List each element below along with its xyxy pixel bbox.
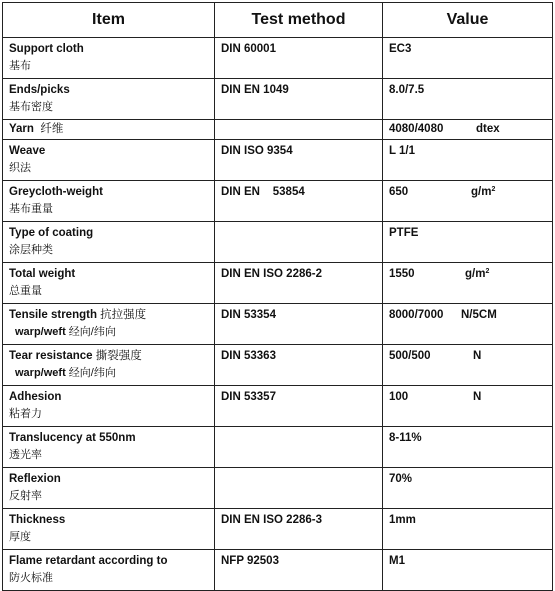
value-text: 500/500 xyxy=(389,350,431,362)
item-name-cn: 基布重量 xyxy=(9,203,53,215)
item-name: Translucency at 550nm xyxy=(9,432,136,444)
method-cell xyxy=(215,120,383,140)
value-cell xyxy=(383,222,553,263)
value-text: 650 xyxy=(389,186,409,198)
item-name: Greycloth-weight xyxy=(9,186,103,198)
header-item: Item xyxy=(3,3,215,38)
table-row xyxy=(3,222,553,263)
value-text: 1mm xyxy=(389,514,416,526)
table-row xyxy=(3,181,553,222)
item-cell xyxy=(3,550,215,591)
item-name-cn: 纤维 xyxy=(40,123,64,135)
item-subline-cn: 经向/纬向 xyxy=(68,326,116,338)
item-name: Adhesion xyxy=(9,391,62,403)
item-name-cn: 基布密度 xyxy=(9,101,53,113)
item-subline-text: warp/weft xyxy=(15,326,66,338)
item-name-cn: 撕裂强度 xyxy=(95,350,142,362)
item-name: Flame retardant according to xyxy=(9,555,168,567)
table-row xyxy=(3,550,553,591)
item-cell xyxy=(3,427,215,468)
unit-text: g/m xyxy=(471,186,492,198)
item-cell xyxy=(3,263,215,304)
item-name-cn: 基布 xyxy=(9,60,31,72)
value-cell xyxy=(383,79,553,120)
method-cell: DIN 53357 xyxy=(215,386,383,427)
value-text: 8000/7000 xyxy=(389,309,444,321)
item-name: Weave xyxy=(9,145,46,157)
table-row xyxy=(3,38,553,79)
table-row xyxy=(3,79,553,120)
method-cell: DIN 53354 xyxy=(215,304,383,345)
value-unit xyxy=(465,267,489,282)
item-subline xyxy=(9,325,209,340)
value-cell xyxy=(383,427,553,468)
item-cell xyxy=(3,345,215,386)
method-cell xyxy=(215,427,383,468)
value-cell xyxy=(383,550,553,591)
value-cell xyxy=(383,304,553,345)
value-text: 4080/4080 xyxy=(389,123,444,135)
method-cell xyxy=(215,222,383,263)
method-cell: NFP 92503 xyxy=(215,550,383,591)
value-cell xyxy=(383,263,553,304)
item-cell xyxy=(3,222,215,263)
value-cell xyxy=(383,386,553,427)
item-cell xyxy=(3,38,215,79)
unit-superscript: 2 xyxy=(485,268,490,275)
method-cell: DIN EN ISO 2286-2 xyxy=(215,263,383,304)
table-row xyxy=(3,468,553,509)
item-name: Type of coating xyxy=(9,227,94,239)
item-subline-text: warp/weft xyxy=(15,367,66,379)
item-subline-cn: 经向/纬向 xyxy=(68,367,116,379)
table-row xyxy=(3,509,553,550)
value-cell xyxy=(383,140,553,181)
item-name: Ends/picks xyxy=(9,84,70,96)
unit-superscript: 2 xyxy=(491,186,496,193)
item-name-cn: 反射率 xyxy=(9,490,42,502)
item-cell xyxy=(3,386,215,427)
value-cell xyxy=(383,509,553,550)
item-cell xyxy=(3,79,215,120)
item-name: Tear resistance xyxy=(9,350,93,362)
item-name-cn: 织法 xyxy=(9,162,31,174)
value-text: M1 xyxy=(389,555,405,567)
item-name-cn: 抗拉强度 xyxy=(100,309,147,321)
value-text: 100 xyxy=(389,391,409,403)
value-cell xyxy=(383,120,553,140)
item-name-cn: 防火标准 xyxy=(9,572,53,584)
value-text: 8.0/7.5 xyxy=(389,84,425,96)
table-row xyxy=(3,263,553,304)
table-row xyxy=(3,120,553,140)
method-cell xyxy=(215,468,383,509)
value-text: 1550 xyxy=(389,268,415,280)
item-cell xyxy=(3,468,215,509)
item-name-cn: 涂层种类 xyxy=(9,244,53,256)
value-cell xyxy=(383,345,553,386)
value-unit: N xyxy=(473,391,482,403)
spec-table xyxy=(2,2,553,591)
item-name: Thickness xyxy=(9,514,66,526)
item-subline xyxy=(9,366,209,381)
table-row xyxy=(3,304,553,345)
method-cell: DIN 60001 xyxy=(215,38,383,79)
value-unit xyxy=(471,185,495,200)
method-cell: DIN EN ISO 2286-3 xyxy=(215,509,383,550)
item-name: Reflexion xyxy=(9,473,61,485)
item-cell xyxy=(3,509,215,550)
item-cell xyxy=(3,140,215,181)
value-cell xyxy=(383,468,553,509)
table-row xyxy=(3,427,553,468)
header-test-method: Test method xyxy=(215,3,383,38)
method-cell: DIN EN 53854 xyxy=(215,181,383,222)
method-cell: DIN 53363 xyxy=(215,345,383,386)
value-text: EC3 xyxy=(389,43,412,55)
table-row xyxy=(3,140,553,181)
item-name: Tensile strength xyxy=(9,309,97,321)
item-name: Support cloth xyxy=(9,43,84,55)
table-row xyxy=(3,345,553,386)
value-text: PTFE xyxy=(389,227,419,239)
table-row xyxy=(3,386,553,427)
value-unit: N/5CM xyxy=(461,309,497,321)
item-name: Total weight xyxy=(9,268,76,280)
value-unit: N xyxy=(473,350,482,362)
item-name-cn: 粘着力 xyxy=(9,408,42,420)
item-name: Yarn xyxy=(9,123,34,135)
unit-text: g/m xyxy=(465,268,486,280)
value-text: 8-11% xyxy=(389,432,422,444)
item-name-cn: 透光率 xyxy=(9,449,42,461)
item-cell xyxy=(3,304,215,345)
value-text: 70% xyxy=(389,473,413,485)
item-cell xyxy=(3,181,215,222)
value-cell xyxy=(383,38,553,79)
item-name-cn: 厚度 xyxy=(9,531,31,543)
value-unit: dtex xyxy=(476,123,500,135)
header-value: Value xyxy=(383,3,553,38)
header-row xyxy=(3,3,553,38)
method-cell: DIN EN 1049 xyxy=(215,79,383,120)
item-name-cn: 总重量 xyxy=(9,285,42,297)
method-cell: DIN ISO 9354 xyxy=(215,140,383,181)
value-text: L 1/1 xyxy=(389,145,415,157)
value-cell xyxy=(383,181,553,222)
item-cell xyxy=(3,120,215,140)
